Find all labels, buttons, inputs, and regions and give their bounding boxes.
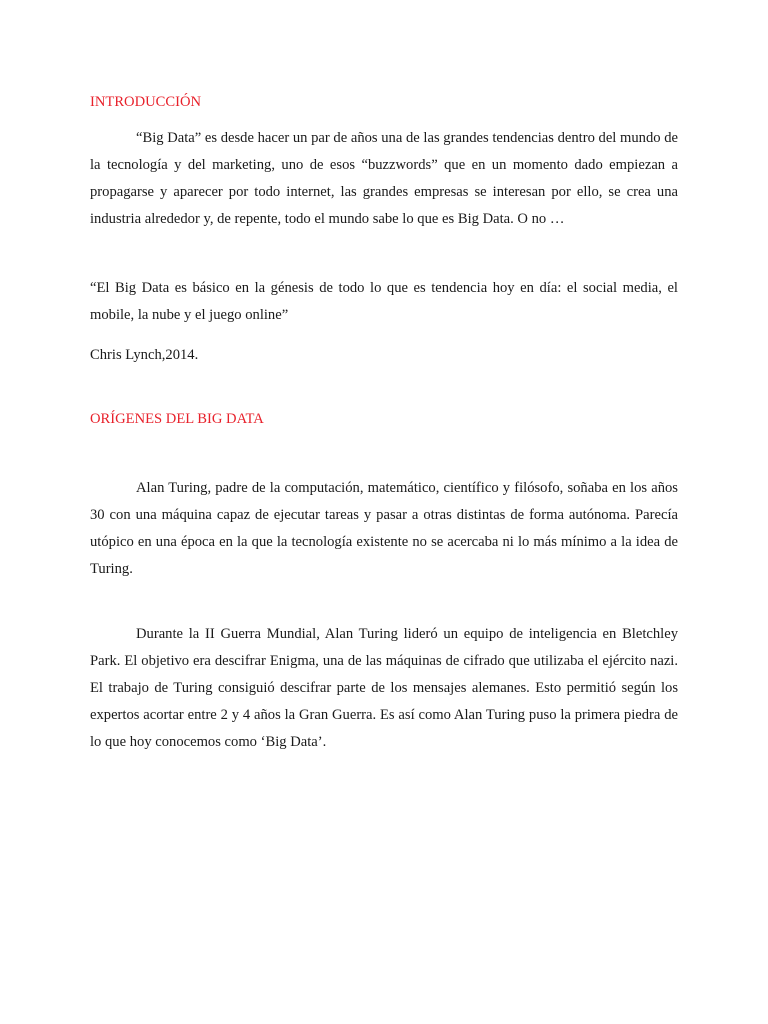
quote-author: Chris Lynch,2014. xyxy=(90,347,199,363)
heading-origenes: ORÍGENES DEL BIG DATA xyxy=(90,411,264,427)
origins-paragraph-2: Durante la II Guerra Mundial, Alan Turing lideró un equipo de inteligencia en Bletchley Park. El objetivo era descifrar Enigma, una de las máquinas de cifrado que utilizaba el ejército nazi. El trabajo de Turing consiguió descifrar parte de los mensajes alemanes. Esto permitió según los expertos acortar entre 2 y 4 años la Gran Guerra. Es así como Alan Turing puso la primera piedra de lo que hoy conocemos como ‘Big Data’. xyxy=(90,626,678,750)
document-body xyxy=(90,92,678,756)
heading-introduccion: INTRODUCCIÓN xyxy=(90,94,202,110)
intro-paragraph: “Big Data” es desde hacer un par de años una de las grandes tendencias dentro del mundo de la tecnología y del marketing, uno de esos “buzzwords” que en un momento dado empiezan a propagarse y aparecer por todo internet, las grandes empresas se interesan por ello, se crea una industria alrededor y, de repente, todo el mundo sabe lo que es Big Data. O no … xyxy=(90,130,678,227)
origins-paragraph-1: Alan Turing, padre de la computación, matemático, científico y filósofo, soñaba en los años 30 con una máquina capaz de ejecutar tareas y pasar a otras distintas de forma autónoma. Parecía utópico en una época en la que la tecnología existente no se acercaba ni lo más mínimo a la idea de Turing. xyxy=(90,480,678,577)
quote-text: “El Big Data es básico en la génesis de todo lo que es tendencia hoy en día: el social media, el mobile, la nube y el juego online” xyxy=(90,280,678,323)
